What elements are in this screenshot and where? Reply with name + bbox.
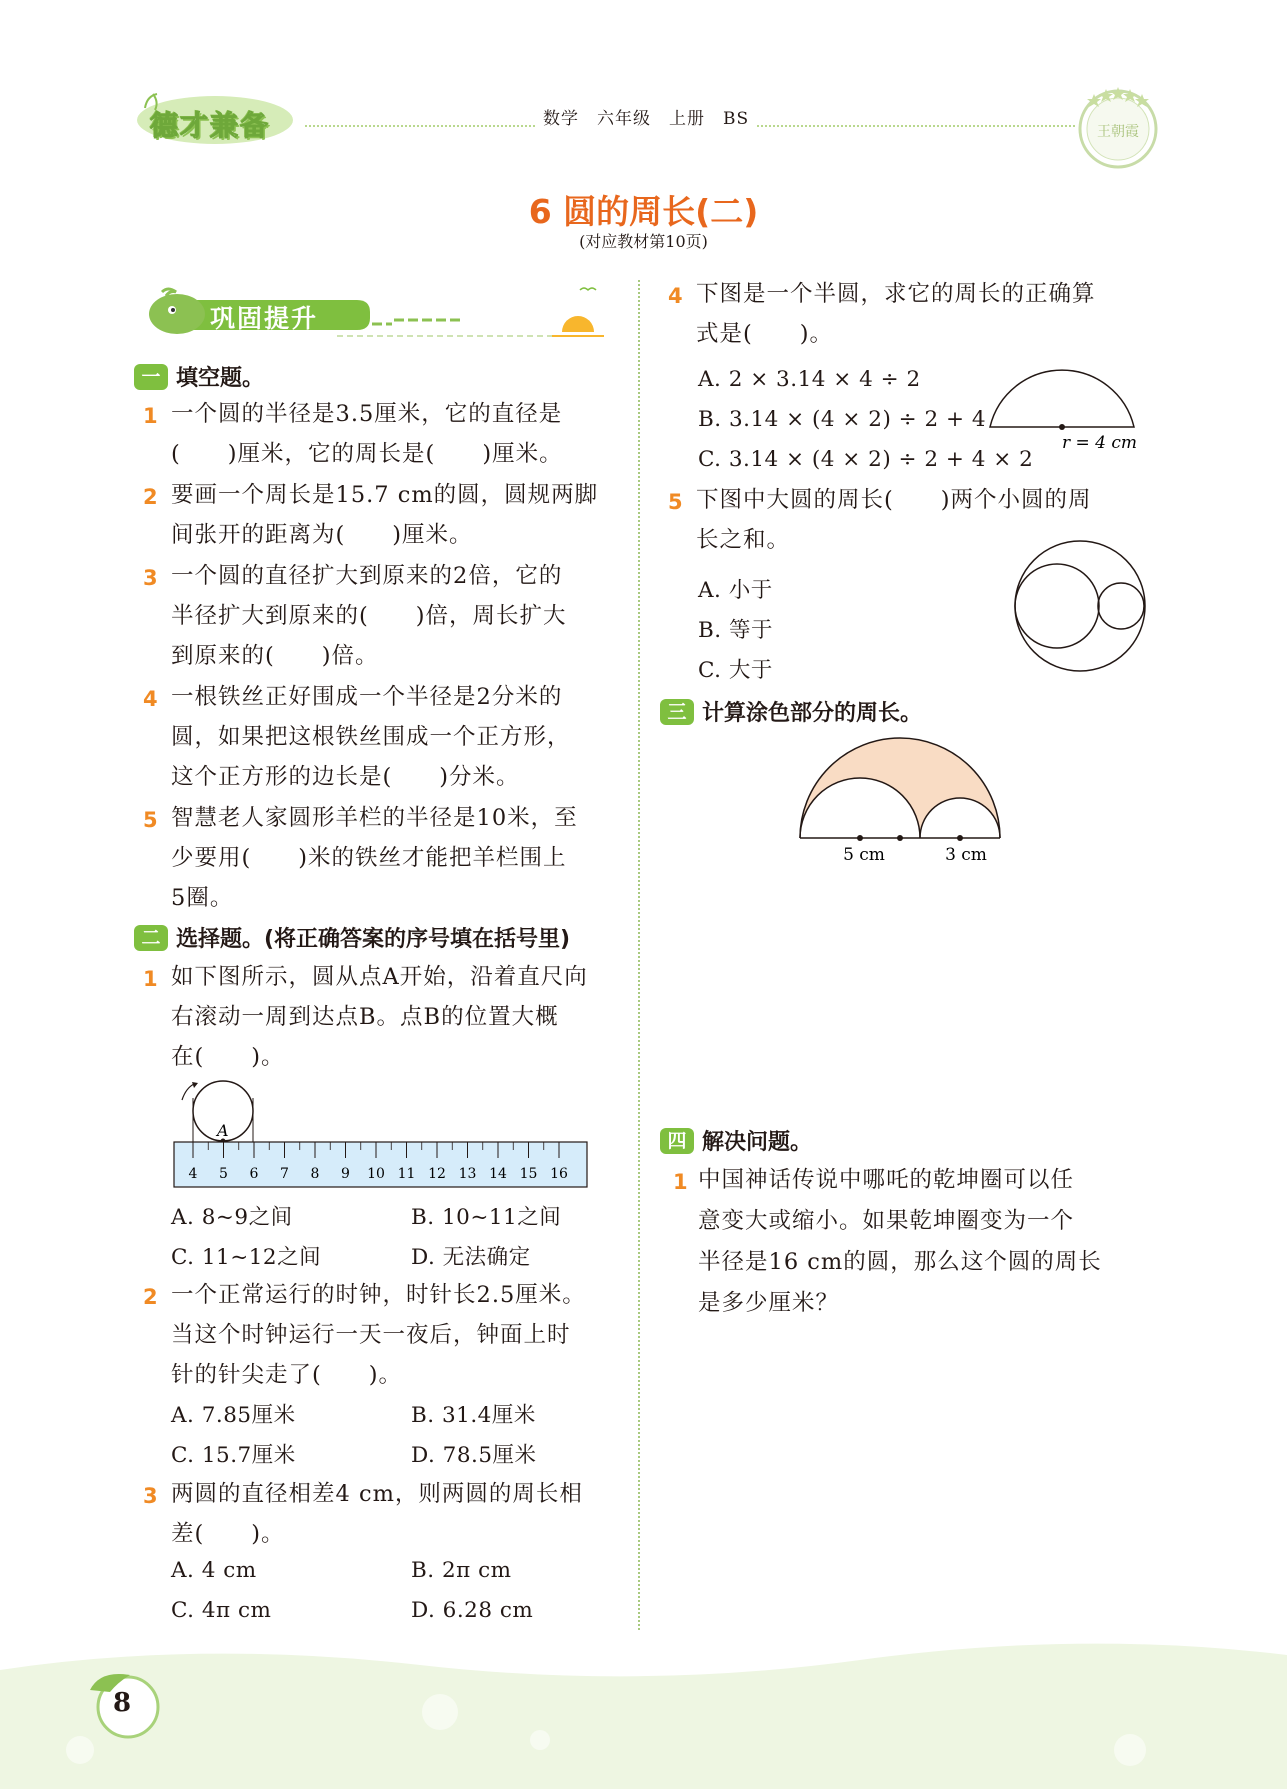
question-line: 如下图所示，圆从点A开始，沿着直尺向 — [171, 964, 588, 990]
ruler-tick-label: 5 — [219, 1166, 228, 1182]
question-line: 智慧老人家圆形羊栏的半径是10米，至 — [171, 805, 578, 831]
section-tag: 一 — [134, 364, 168, 390]
question-line: 半径扩大到原来的( )倍，周长扩大 — [171, 603, 567, 629]
question-line: 一个圆的直径扩大到原来的2倍，它的 — [171, 563, 563, 589]
question-line: 意变大或缩小。如果乾坤圈变为一个 — [698, 1208, 1075, 1234]
column-divider — [638, 280, 640, 1630]
question-text — [171, 1275, 586, 1395]
question-number: 4 — [143, 687, 158, 711]
page-title: 6 圆的周长(二) — [528, 192, 759, 231]
semicircle-center — [1059, 424, 1065, 430]
option-a: A. 小于 — [698, 578, 773, 603]
question-line: 右滚动一周到达点B。点B的位置大概 — [171, 1004, 559, 1030]
question-line: 一个正常运行的时钟，时针长2.5厘米。 — [171, 1282, 586, 1308]
ruler-tick-label: 6 — [249, 1166, 259, 1182]
option-b: B. 3.14 × (4 × 2) ÷ 2 + 4 — [698, 407, 987, 432]
semicircle-figure — [980, 344, 1150, 456]
question-number: 2 — [143, 1285, 158, 1309]
question-line: 下图中大圆的周长( )两个小圆的周 — [696, 487, 1092, 513]
point-a-label: A — [217, 1121, 229, 1140]
option-d: D. 78.5厘米 — [411, 1443, 537, 1468]
ruler-tick-label: 4 — [188, 1166, 198, 1182]
circles-figure — [1010, 538, 1150, 678]
question-line: 两圆的直径相差4 cm，则两圆的周长相 — [171, 1481, 583, 1507]
section-heading-problem — [660, 1125, 812, 1156]
question-number: 5 — [143, 808, 158, 832]
label-5cm: 5 cm — [843, 845, 885, 865]
section-heading-shaded — [660, 696, 922, 727]
ruler-tick-label: 9 — [341, 1166, 350, 1182]
question-number: 1 — [143, 404, 158, 428]
question-line: 一根铁丝正好围成一个半径是2分米的 — [171, 684, 563, 710]
badge-text: 王朝霞 — [1097, 124, 1139, 140]
ruler-tick-label: 8 — [310, 1166, 320, 1182]
question-text — [698, 1160, 1102, 1324]
question-line: 是多少厘米？ — [698, 1290, 840, 1316]
option-b: B. 2π cm — [411, 1558, 512, 1583]
question-text — [696, 274, 1096, 354]
section-title: 填空题。 — [176, 366, 265, 391]
question-text — [171, 556, 567, 676]
section-title: 选择题。(将正确答案的序号填在括号里) — [176, 927, 571, 952]
section-banner-label: 巩固提升 — [210, 304, 319, 333]
question-text — [171, 1474, 583, 1554]
question-number: 5 — [668, 490, 683, 514]
radius-label: r = 4 cm — [1062, 433, 1138, 453]
section-heading-choice — [134, 922, 570, 953]
ruler-tick-label: 11 — [397, 1166, 416, 1182]
question-line: 当这个时钟运行一天一夜后，钟面上时 — [171, 1322, 571, 1348]
question-number: 3 — [143, 1484, 158, 1508]
question-line: 圆，如果把这根铁丝围成一个正方形， — [171, 724, 571, 750]
section-tag: 三 — [660, 699, 694, 725]
shaded-region — [800, 738, 1000, 838]
option-d: D. 6.28 cm — [411, 1598, 534, 1623]
question-line: 到原来的( )倍。 — [171, 643, 379, 669]
question-line: 下图是一个半圆，求它的周长的正确算 — [696, 281, 1096, 307]
question-number: 2 — [143, 485, 158, 509]
logo-text: 德才兼备 — [150, 109, 271, 142]
question-line: 5圈。 — [171, 885, 234, 911]
option-a: A. 4 cm — [171, 1558, 257, 1583]
question-line: 针的针尖走了( )。 — [171, 1362, 403, 1388]
ruler-tick-label: 10 — [367, 1166, 385, 1182]
ruler-tick-label: 7 — [280, 1166, 289, 1182]
question-line: 差( )。 — [171, 1521, 285, 1547]
publisher-badge — [1075, 84, 1161, 170]
section-tag: 四 — [660, 1128, 694, 1154]
question-line: 长之和。 — [696, 527, 791, 553]
question-line: 一个圆的半径是3.5厘米，它的直径是 — [171, 401, 563, 427]
question-number: 1 — [143, 967, 158, 991]
option-c: C. 15.7厘米 — [171, 1443, 296, 1468]
question-line: 中国神话传说中哪吒的乾坤圈可以任 — [698, 1167, 1075, 1193]
option-a: A. 8~9之间 — [171, 1205, 293, 1230]
question-number: 3 — [143, 566, 158, 590]
page-number: 8 — [113, 1688, 132, 1718]
question-text — [171, 957, 588, 1077]
question-text — [171, 677, 571, 797]
ruler-tick-label: 15 — [519, 1166, 538, 1182]
footer-decoration — [0, 1620, 1287, 1789]
question-text — [171, 394, 563, 474]
question-text — [171, 798, 578, 918]
question-number: 4 — [668, 284, 683, 308]
question-line: 这个正方形的边长是( )分米。 — [171, 764, 520, 790]
question-line: 半径是16 cm的圆，那么这个圆的周长 — [698, 1249, 1102, 1275]
question-line: 少要用( )米的铁丝才能把羊栏围上 — [171, 845, 567, 871]
shaded-figure — [790, 730, 1020, 870]
question-line: 在( )。 — [171, 1044, 285, 1070]
question-line: ( )厘米，它的周长是( )厘米。 — [171, 441, 563, 467]
option-c: C. 3.14 × (4 × 2) ÷ 2 + 4 × 2 — [698, 447, 1034, 472]
ruler-tick-label: 16 — [550, 1166, 568, 1182]
page-subtitle: (对应教材第10页) — [579, 232, 708, 251]
section-title: 计算涂色部分的周长。 — [702, 701, 923, 726]
header-meta: 数学 六年级 上册 BS — [535, 104, 757, 129]
question-line: 要画一个周长是15.7 cm的圆，圆规两脚 — [171, 482, 599, 508]
option-b: B. 等于 — [698, 618, 773, 643]
option-b: B. 10~11之间 — [411, 1205, 562, 1230]
ruler-tick-label: 13 — [458, 1166, 477, 1182]
ruler-tick-label: 14 — [489, 1166, 507, 1182]
question-line: 间张开的距离为( )厘米。 — [171, 522, 473, 548]
label-3cm: 3 cm — [945, 845, 987, 865]
section-banner — [132, 284, 612, 344]
large-circle — [1015, 541, 1145, 671]
semicircle — [990, 370, 1134, 427]
option-a: A. 2 × 3.14 × 4 ÷ 2 — [698, 367, 921, 392]
option-c: C. 4π cm — [171, 1598, 272, 1623]
ruler-circle-figure — [168, 1078, 593, 1193]
question-line: 式是( )。 — [696, 321, 834, 347]
section-title: 解决问题。 — [702, 1130, 813, 1155]
question-text — [171, 475, 598, 555]
section-tag: 二 — [134, 925, 168, 951]
ruler-tick-label: 12 — [428, 1166, 446, 1182]
section-heading-fill-blank — [134, 361, 264, 392]
option-d: D. 无法确定 — [411, 1245, 531, 1270]
question-number: 1 — [673, 1170, 688, 1194]
option-c: C. 11~12之间 — [171, 1245, 322, 1270]
option-a: A. 7.85厘米 — [171, 1403, 296, 1428]
option-c: C. 大于 — [698, 658, 773, 683]
option-b: B. 31.4厘米 — [411, 1403, 536, 1428]
